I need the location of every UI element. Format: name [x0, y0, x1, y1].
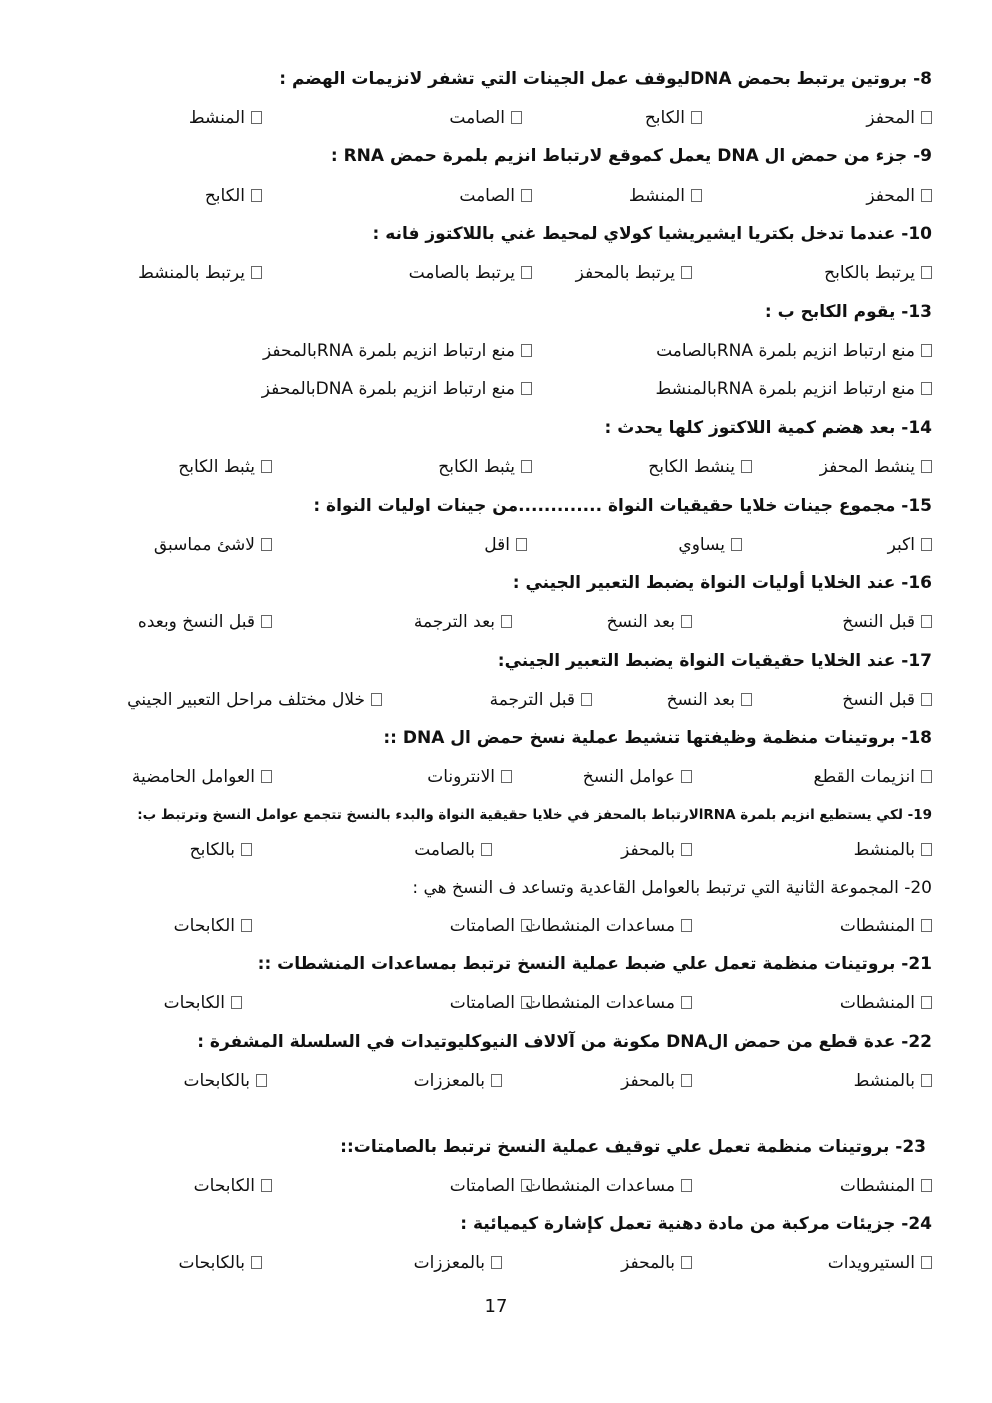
option[interactable]: المنشطات [840, 1172, 932, 1200]
checkbox-icon[interactable] [521, 919, 532, 932]
option[interactable]: بالمحفز [621, 1249, 692, 1277]
question-17: 17- عند الخلايا حقيقيات النواة يضبط التعبير الجيني: [497, 651, 932, 671]
checkbox-icon[interactable] [921, 460, 932, 473]
checkbox-icon[interactable] [261, 1179, 272, 1192]
option[interactable]: قبل النسخ [842, 686, 932, 714]
checkbox-icon[interactable] [681, 1256, 692, 1269]
checkbox-icon[interactable] [521, 266, 532, 279]
checkbox-icon[interactable] [741, 460, 752, 473]
checkbox-icon[interactable] [681, 996, 692, 1009]
checkbox-icon[interactable] [921, 693, 932, 706]
checkbox-icon[interactable] [921, 843, 932, 856]
option[interactable]: المنشطات [840, 989, 932, 1017]
checkbox-icon[interactable] [521, 189, 532, 202]
question-13: 13- يقوم الكابح ب : [764, 302, 932, 322]
question-8: 8- بروتين يرتبط بحمض DNAليوقف عمل الجينات التي تشفر لانزيمات الهضم : [279, 69, 932, 89]
question-15: 15- مجموع جينات خلايا حقيقيات النواة .............من جينات اوليات النواة : [313, 496, 932, 516]
option[interactable]: المحفز [866, 104, 932, 132]
checkbox-icon[interactable] [521, 382, 532, 395]
checkbox-icon[interactable] [681, 1179, 692, 1192]
options-q23 [60, 1172, 932, 1200]
option[interactable]: الكابحات [194, 1172, 272, 1200]
checkbox-icon[interactable] [231, 996, 242, 1009]
option[interactable]: بالمعززات [414, 1249, 502, 1277]
option[interactable]: بعد النسخ [607, 608, 692, 636]
checkbox-icon[interactable] [681, 770, 692, 783]
checkbox-icon[interactable] [501, 615, 512, 628]
option[interactable]: قبل النسخ وبعده [138, 608, 272, 636]
option[interactable]: مساعدات المنشطات [525, 912, 692, 940]
option[interactable]: الكابحات [174, 912, 252, 940]
checkbox-icon[interactable] [521, 460, 532, 473]
option[interactable]: بالمنشط [854, 1067, 932, 1095]
checkbox-icon[interactable] [691, 189, 702, 202]
options-q9 [60, 182, 932, 210]
option[interactable]: العوامل الحامضية [132, 763, 272, 791]
option[interactable]: الصامتات [450, 912, 532, 940]
checkbox-icon[interactable] [921, 538, 932, 551]
option[interactable]: يرتبط بالكابح [824, 259, 932, 287]
option[interactable]: الصامت [459, 182, 532, 210]
checkbox-icon[interactable] [681, 1074, 692, 1087]
options-q14 [60, 453, 932, 481]
option[interactable]: يثبط الكابح [438, 453, 532, 481]
checkbox-icon[interactable] [241, 919, 252, 932]
option[interactable]: بالمحفز [621, 836, 692, 864]
option[interactable]: يساوي [678, 531, 742, 559]
checkbox-icon[interactable] [261, 770, 272, 783]
option[interactable]: الستيرويدات [828, 1249, 932, 1277]
checkbox-icon[interactable] [731, 538, 742, 551]
options-q15 [60, 531, 932, 559]
option[interactable]: بالمنشط [854, 836, 932, 864]
options-q24 [60, 1249, 932, 1277]
checkbox-icon[interactable] [921, 1074, 932, 1087]
checkbox-icon[interactable] [681, 615, 692, 628]
checkbox-icon[interactable] [921, 266, 932, 279]
question-10: 10- عندما تدخل بكتريا ايشيريشيا كولاي لمحيط غني باللاكتوز فانه : [372, 224, 932, 244]
option[interactable]: انزيمات القطع [814, 763, 932, 791]
checkbox-icon[interactable] [921, 996, 932, 1009]
option[interactable]: منع ارتباط انزيم بلمرة RNAبالصامت [656, 337, 932, 365]
option[interactable]: بعد الترجمة [414, 608, 512, 636]
checkbox-icon[interactable] [251, 266, 262, 279]
options-q10 [60, 259, 932, 287]
question-16: 16- عند الخلايا أوليات النواة يضبط التعبير الجيني : [512, 573, 932, 593]
checkbox-icon[interactable] [501, 770, 512, 783]
checkbox-icon[interactable] [741, 693, 752, 706]
options-q22 [60, 1067, 932, 1095]
option[interactable]: الصامتات [450, 989, 532, 1017]
options-q8 [60, 104, 932, 132]
option[interactable]: قبل الترجمة [490, 686, 592, 714]
options-q16 [60, 608, 932, 636]
question-18: 18- بروتينات منظمة وظيفتها تنشيط عملية نسخ حمض ال DNA :: [383, 728, 932, 748]
checkbox-icon[interactable] [241, 843, 252, 856]
question-14: 14- بعد هضم كمية اللاكتوز كلها يحدث : [604, 418, 932, 438]
option[interactable]: مساعدات المنشطات [525, 1172, 692, 1200]
checkbox-icon[interactable] [521, 996, 532, 1009]
checkbox-icon[interactable] [521, 1179, 532, 1192]
options-q19 [60, 836, 932, 864]
question-19: 19- لكي يستطيع انزيم بلمرة RNAالارتباط بالمحفز في خلايا حقيقية النواة والبدء بالنسخ تتجمع عوامل النسخ وترتبط ب: [137, 807, 932, 823]
option[interactable]: اكبر [888, 531, 932, 559]
checkbox-icon[interactable] [681, 843, 692, 856]
checkbox-icon[interactable] [251, 189, 262, 202]
checkbox-icon[interactable] [921, 344, 932, 357]
options-q18 [60, 763, 932, 791]
checkbox-icon[interactable] [581, 693, 592, 706]
checkbox-icon[interactable] [921, 770, 932, 783]
checkbox-icon[interactable] [251, 1256, 262, 1269]
option[interactable]: يرتبط بالمحفز [576, 259, 692, 287]
options-q20 [60, 912, 932, 940]
option[interactable]: يثبط الكابح [178, 453, 272, 481]
option[interactable]: مساعدات المنشطات [525, 989, 692, 1017]
option[interactable]: عوامل النسخ [583, 763, 692, 791]
question-24: 24- جزيئات مركبة من مادة دهنية تعمل كإشارة كيميائية : [460, 1214, 932, 1234]
question-20: 20- المجموعة الثانية التي ترتبط بالعوامل القاعدية وتساعد ف النسخ هي : [412, 878, 932, 898]
checkbox-icon[interactable] [491, 1074, 502, 1087]
checkbox-icon[interactable] [481, 843, 492, 856]
checkbox-icon[interactable] [921, 919, 932, 932]
option[interactable]: الكابحات [164, 989, 242, 1017]
option[interactable]: لاشئ مماسبق [154, 531, 272, 559]
option[interactable]: بالكابحات [183, 1067, 267, 1095]
checkbox-icon[interactable] [921, 111, 932, 124]
option[interactable]: بالصامت [414, 836, 492, 864]
checkbox-icon[interactable] [521, 344, 532, 357]
checkbox-icon[interactable] [921, 615, 932, 628]
checkbox-icon[interactable] [921, 1256, 932, 1269]
checkbox-icon[interactable] [251, 111, 262, 124]
option[interactable]: المنشط [629, 182, 702, 210]
checkbox-icon[interactable] [371, 693, 382, 706]
checkbox-icon[interactable] [261, 538, 272, 551]
checkbox-icon[interactable] [491, 1256, 502, 1269]
option[interactable]: قبل النسخ [842, 608, 932, 636]
option[interactable]: اقل [484, 531, 527, 559]
options-q21 [60, 989, 932, 1017]
option[interactable]: بالمحفز [621, 1067, 692, 1095]
checkbox-icon[interactable] [256, 1074, 267, 1087]
checkbox-icon[interactable] [921, 189, 932, 202]
question-9: 9- جزء من حمض ال DNA يعمل كموقع لارتباط انزيم بلمرة حمض RNA : [330, 146, 932, 166]
option[interactable]: الكابح [205, 182, 262, 210]
checkbox-icon[interactable] [681, 266, 692, 279]
checkbox-icon[interactable] [516, 538, 527, 551]
checkbox-icon[interactable] [691, 111, 702, 124]
option[interactable]: منع ارتباط انزيم بلمرة RNAبالمحفز [263, 337, 532, 365]
checkbox-icon[interactable] [681, 919, 692, 932]
options-q17 [60, 686, 932, 714]
checkbox-icon[interactable] [921, 1179, 932, 1192]
option[interactable]: ينشط المحفز [820, 453, 932, 481]
option[interactable]: منع ارتباط انزيم بلمرة DNAبالمحفز [262, 375, 532, 403]
option[interactable]: الكابح [645, 104, 702, 132]
checkbox-icon[interactable] [261, 615, 272, 628]
option[interactable]: منع ارتباط انزيم بلمرة RNAبالمنشط [656, 375, 932, 403]
question-21: 21- بروتينات منظمة تعمل علي ضبط عملية النسخ ترتبط بمساعدات المنشطات :: [257, 954, 932, 974]
option[interactable]: ينشط الكابح [648, 453, 752, 481]
option[interactable]: بالمعززات [414, 1067, 502, 1095]
question-22: 22- عدة قطع من حمض الDNA مكونة من آلالاف النيوكليوتيدات في السلسلة المشفرة : [197, 1032, 932, 1052]
options-q13-row1 [60, 337, 932, 365]
option[interactable]: خلال مختلف مراحل التعبير الجيني [127, 686, 382, 714]
option[interactable]: المنشط [189, 104, 262, 132]
question-23: 23- بروتينات منظمة تعمل علي توقيف عملية النسخ ترتبط بالصامتات:: [340, 1137, 926, 1157]
option[interactable]: الانترونات [427, 763, 512, 791]
option[interactable]: المنشطات [840, 912, 932, 940]
option[interactable]: الصامتات [450, 1172, 532, 1200]
checkbox-icon[interactable] [261, 460, 272, 473]
option[interactable]: يرتبط بالصامت [409, 259, 532, 287]
option[interactable]: الصامت [449, 104, 522, 132]
option[interactable]: بالكابحات [178, 1249, 262, 1277]
option[interactable]: المحفز [866, 182, 932, 210]
checkbox-icon[interactable] [511, 111, 522, 124]
checkbox-icon[interactable] [921, 382, 932, 395]
option[interactable]: بالكابح [190, 836, 252, 864]
page-number: 17 [484, 1296, 508, 1317]
options-q13-row2 [60, 375, 932, 403]
option[interactable]: يرتبط بالمنشط [138, 259, 262, 287]
option[interactable]: بعد النسخ [667, 686, 752, 714]
